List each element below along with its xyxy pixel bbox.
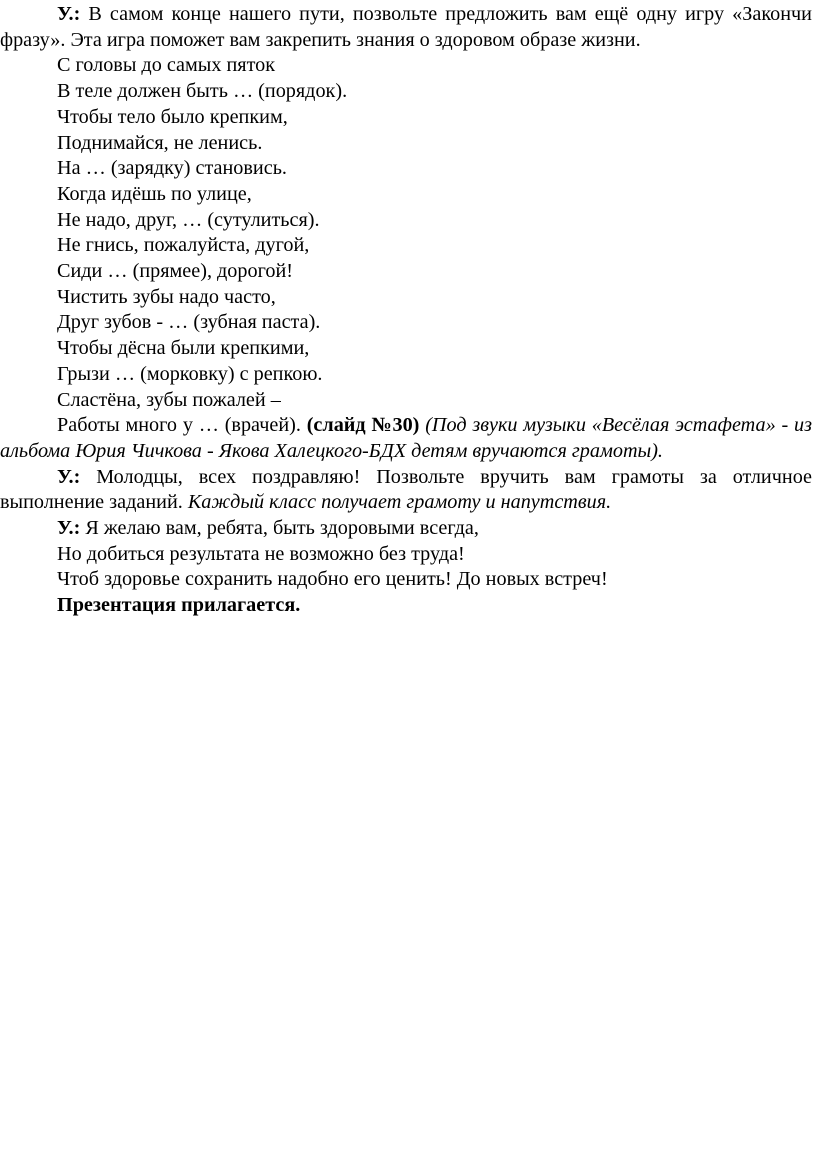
speaker-label: У.: bbox=[57, 517, 81, 540]
presentation-note-text: Презентация прилагается. bbox=[57, 594, 301, 617]
poem-last-line: Работы много у … (врачей). bbox=[57, 414, 307, 437]
poem-line: Чтобы тело было крепким, bbox=[57, 105, 288, 128]
stage-direction: (Под звуки музыки «Весёлая эстафета» - из альбома Юрия Чичкова - Якова Халецкого-БДХ детям вручаются грамоты). bbox=[0, 414, 812, 462]
poem-line: Грызи … (морковку) с репкою. bbox=[57, 362, 323, 385]
document-body bbox=[0, 2, 812, 619]
poem-line: Сиди … (прямее), дорогой! bbox=[57, 260, 293, 283]
poem-line: Сластёна, зубы пожалей – bbox=[57, 388, 281, 411]
poem-line: В теле должен быть … (порядок). bbox=[57, 80, 348, 103]
wish-text: Я желаю вам, ребята, быть здоровыми всегда, bbox=[80, 517, 479, 540]
wish-paragraph bbox=[0, 516, 812, 542]
poem-final-paragraph bbox=[0, 413, 812, 464]
speaker-label: У.: bbox=[57, 3, 81, 25]
speaker-label: У.: bbox=[57, 465, 81, 488]
poem-line: Поднимайся, не ленись. bbox=[57, 131, 263, 154]
poem-line: С головы до самых пяток bbox=[57, 54, 276, 77]
closing-line: Но добиться результата не возможно без труда! bbox=[57, 542, 465, 565]
presentation-note bbox=[0, 593, 812, 619]
congratulation-paragraph bbox=[0, 465, 812, 516]
congratulation-text: Молодцы, всех поздравляю! Позвольте вручить вам грамоты за отличное выполнение заданий. bbox=[0, 465, 812, 514]
poem-line: Чистить зубы надо часто, bbox=[57, 285, 276, 308]
poem-line: Когда идёшь по улице, bbox=[57, 182, 252, 205]
poem-line: На … (зарядку) становись. bbox=[57, 157, 287, 180]
poem-line: Друг зубов - … (зубная паста). bbox=[57, 311, 321, 334]
stage-direction: Каждый класс получает грамоту и напутствия. bbox=[187, 491, 612, 514]
closing-line: Чтоб здоровье сохранить надобно его ценить! До новых встреч! bbox=[57, 568, 608, 591]
intro-text: В самом конце нашего пути, позвольте предложить вам ещё одну игру «Закончи фразу». Эта игра поможет вам закрепить знания о здоровом образе жизни. bbox=[0, 3, 812, 51]
poem-line: Не гнись, пожалуйста, дугой, bbox=[57, 234, 310, 257]
poem-line: Чтобы дёсна были крепкими, bbox=[57, 337, 310, 360]
poem-line: Не надо, друг, … (сутулиться). bbox=[57, 208, 320, 231]
slide-reference: (слайд №30) bbox=[306, 414, 420, 437]
intro-paragraph bbox=[0, 2, 812, 53]
